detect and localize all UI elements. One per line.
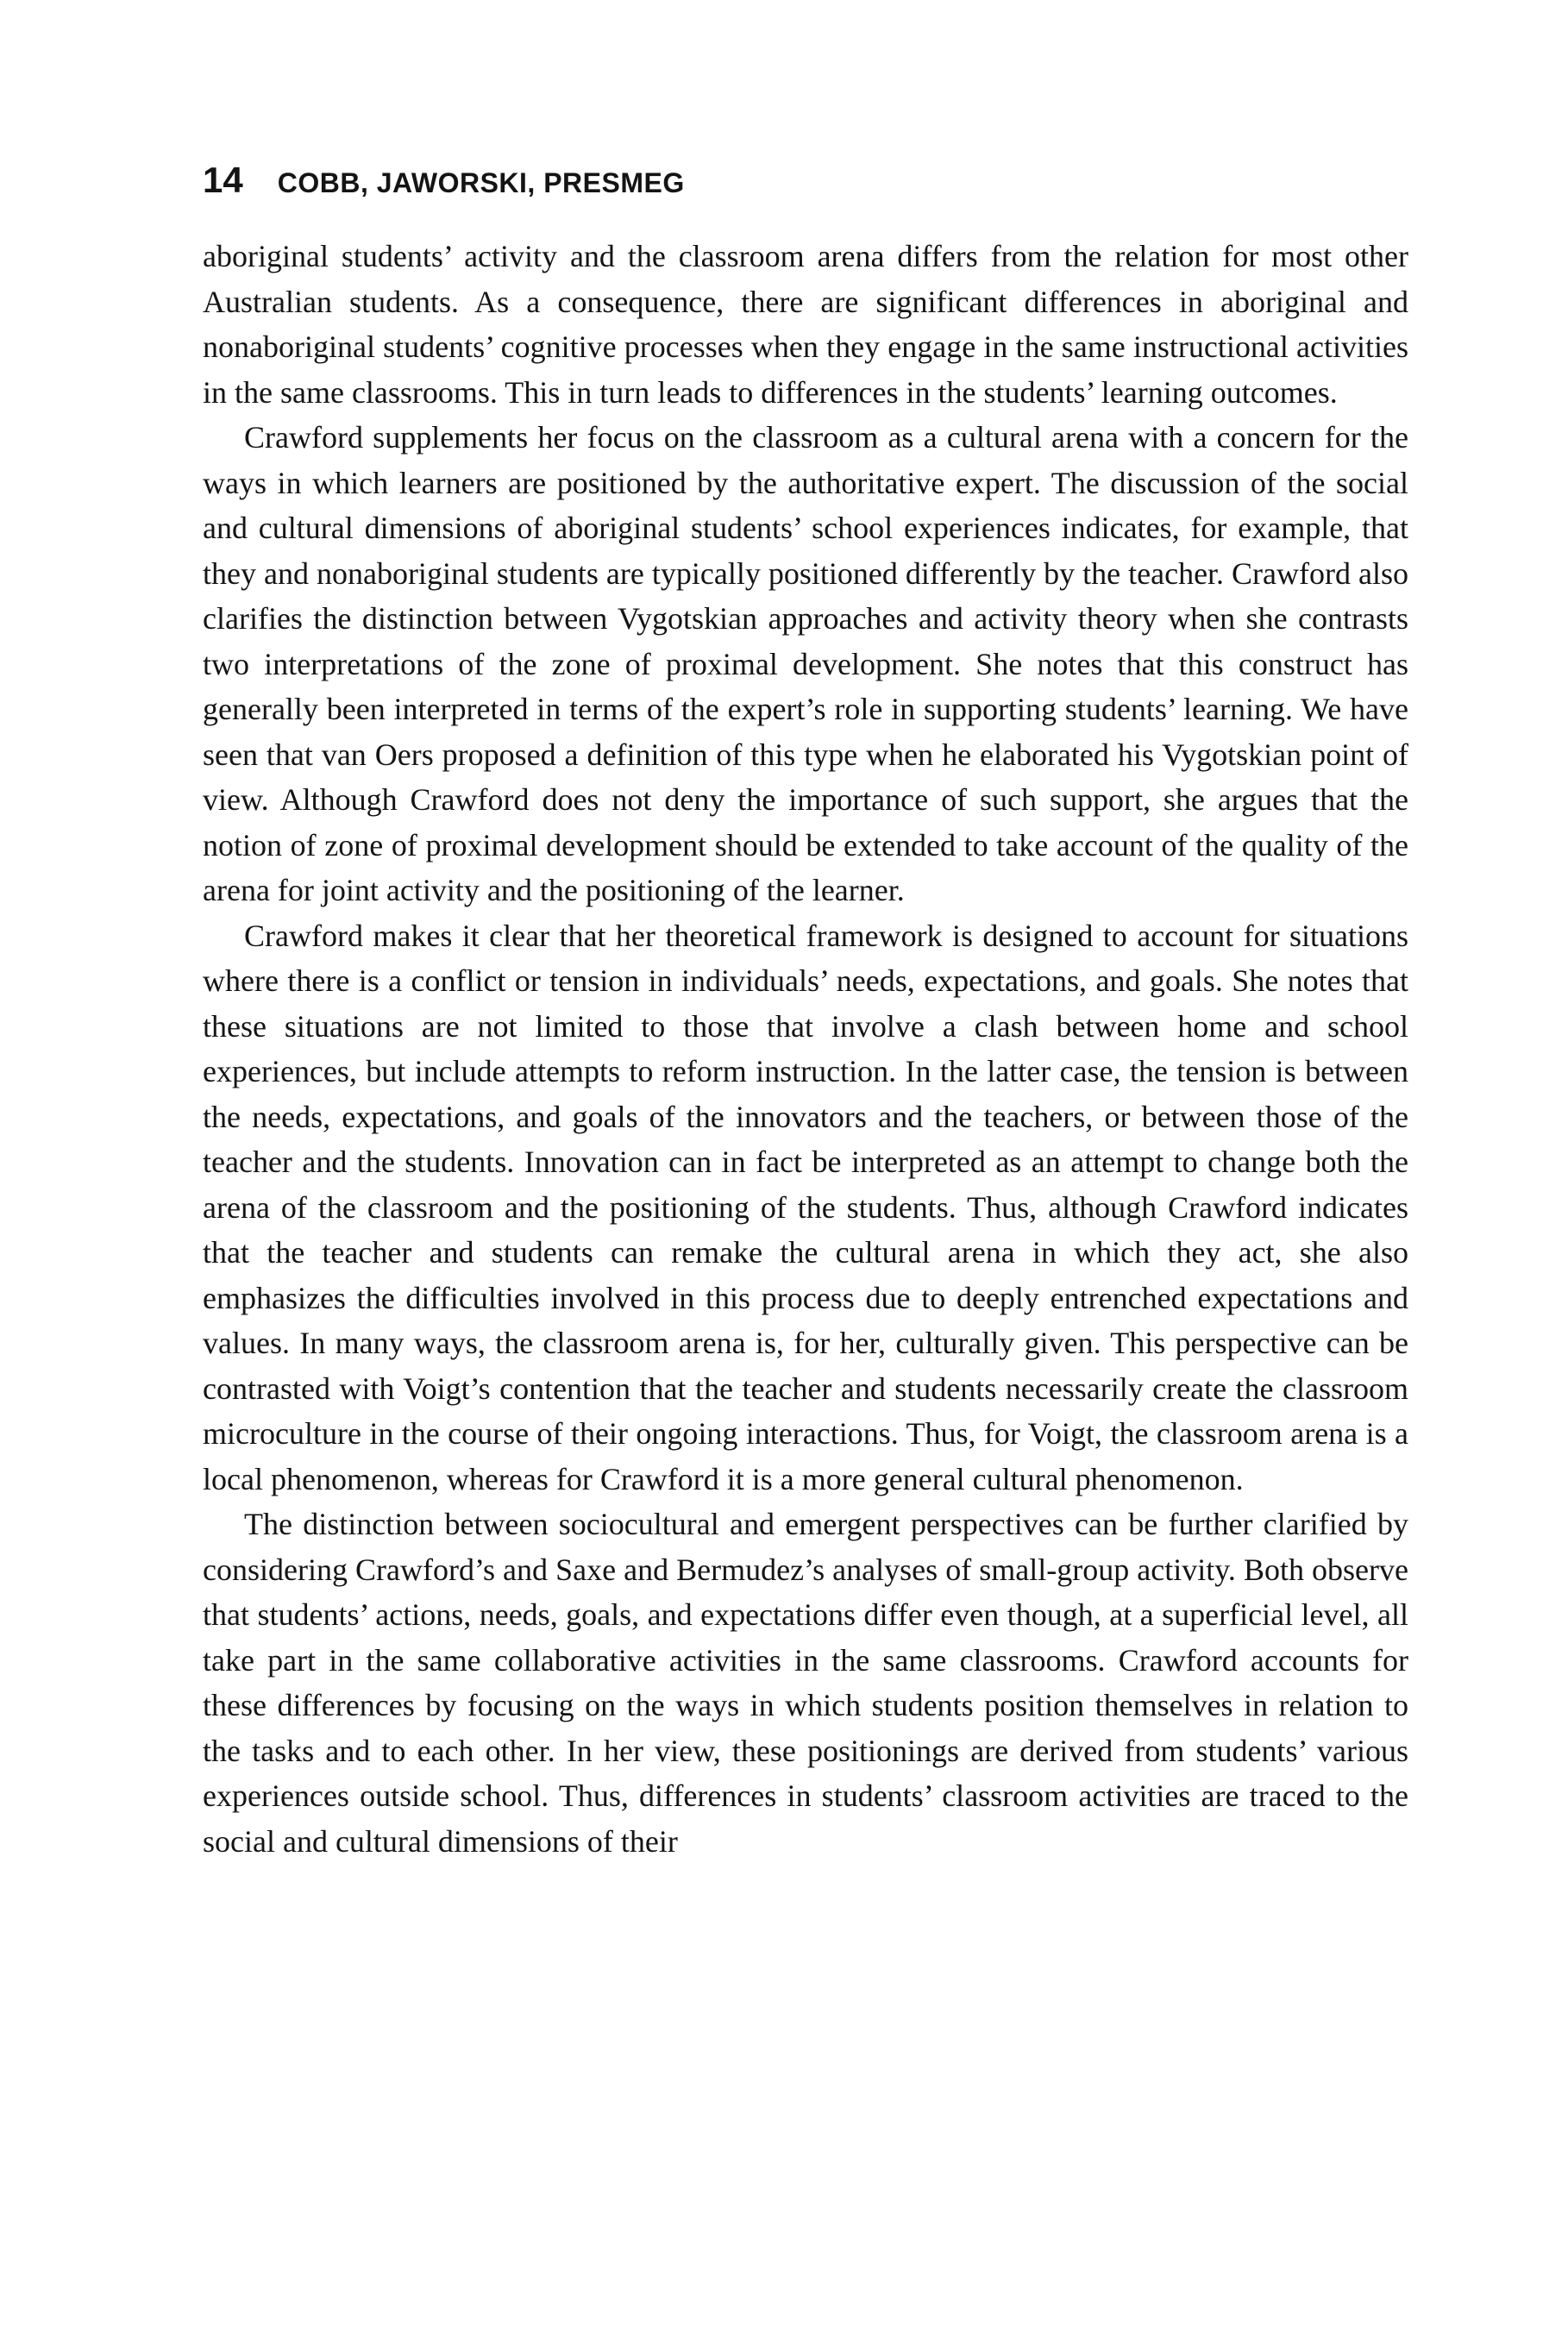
paragraph: The distinction between sociocultural and emergent perspectives can be further clarified by considering Crawford’s and Saxe and Bermudez’s analyses of small-group activity. Both observe that students’ actions, needs, goals, and expectations differ even though, at a superficial level, all take part in the same collaborative activities in the same classrooms. Crawford accounts for these differences by focusing on the ways in which students position themselves in relation to the tasks and to each other. In her view, these positionings are derived from students’ various experiences outside school. Thus, differences in students’ classroom activities are traced to the social and cultural dimensions of their: [203, 1507, 1408, 1859]
body-text: [203, 234, 1408, 1864]
paragraph-continued: aboriginal students’ activity and the classroom arena differs from the relation for most other Australian students. As a consequence, there are significant differences in aboriginal and nonaboriginal students’ cognitive processes when they engage in the same instructional activities in the same classrooms. This in turn leads to differences in the students’ learning outcomes.: [203, 239, 1408, 410]
paragraph: Crawford makes it clear that her theoretical framework is designed to account for situations where there is a conflict or tension in individuals’ needs, expectations, and goals. She notes that these situations are not limited to those that involve a clash between home and school experiences, but include attempts to reform instruction. In the latter case, the tension is between the needs, expectations, and goals of the innovators and the teachers, or between those of the teacher and the students. Innovation can in fact be interpreted as an attempt to change both the arena of the classroom and the positioning of the students. Thus, although Crawford indicates that the teacher and students can remake the cultural arena in which they act, she also emphasizes the difficulties involved in this process due to deeply entrenched expectations and values. In many ways, the classroom arena is, for her, culturally given. This perspective can be contrasted with Voigt’s contention that the teacher and students necessarily create the classroom microculture in the course of their ongoing interactions. Thus, for Voigt, the classroom arena is a local phenomenon, whereas for Crawford it is a more general cultural phenomenon.: [203, 918, 1408, 1496]
running-head: COBB, JAWORSKI, PRESMEG: [277, 167, 685, 198]
paragraph: Crawford supplements her focus on the classroom as a cultural arena with a concern for the ways in which learners are positioned by the authoritative expert. The discussion of the social and cultural dimensions of aboriginal students’ school experiences indicates, for example, that they and nonaboriginal students are typically positioned differently by the teacher. Crawford also clarifies the distinction between Vygotskian approaches and activity theory when she contrasts two interpretations of the zone of proximal development. She notes that this construct has generally been interpreted in terms of the expert’s role in supporting students’ learning. We have seen that van Oers proposed a definition of this type when he elaborated his Vygotskian point of view. Although Crawford does not deny the importance of such support, she argues that the notion of zone of proximal development should be extended to take account of the quality of the arena for joint activity and the positioning of the learner.: [203, 420, 1408, 907]
page-header: [203, 160, 1408, 211]
book-page: [203, 160, 1408, 1864]
page-number: 14: [203, 160, 243, 200]
